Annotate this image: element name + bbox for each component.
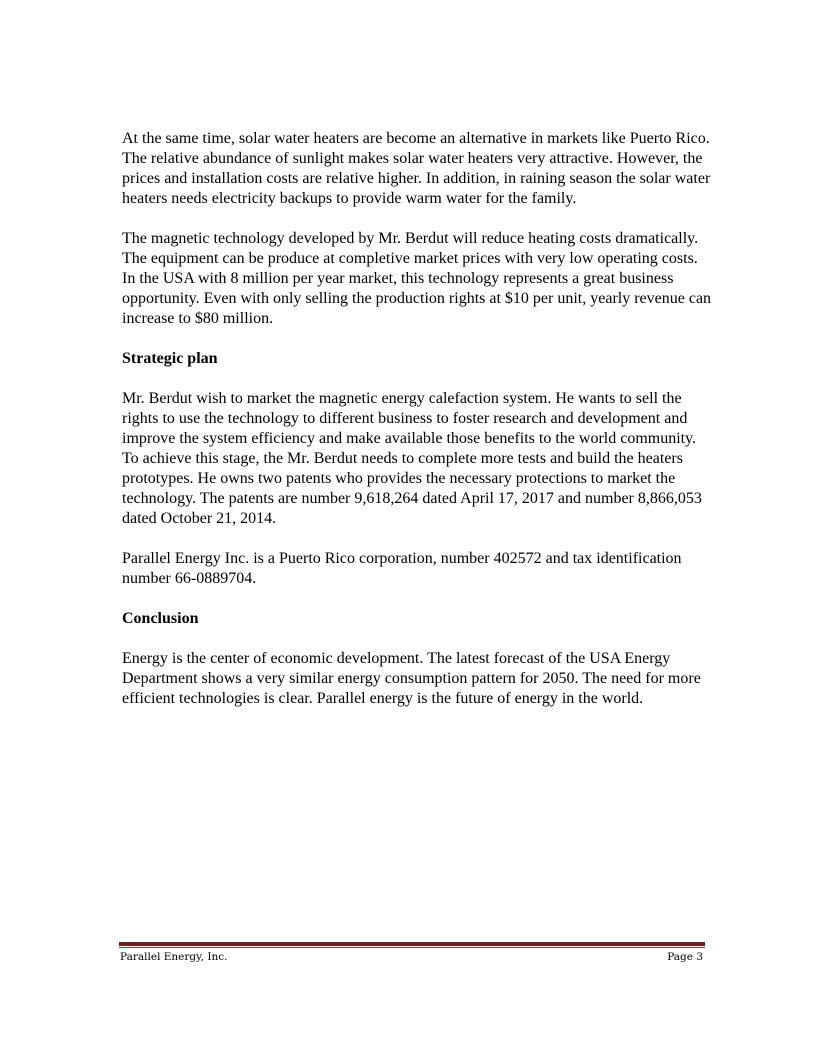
- footer-divider-thick: [119, 942, 705, 946]
- footer-divider-thin: [119, 947, 705, 948]
- heading-conclusion: Conclusion: [122, 610, 199, 627]
- document-body: [122, 129, 712, 729]
- footer-page-number: Page 3: [667, 951, 703, 963]
- footer-company-name: Parallel Energy, Inc.: [120, 951, 228, 963]
- footer-divider: [119, 942, 705, 948]
- paragraph-magnetic-technology: The magnetic technology developed by Mr. Berdut will reduce heating costs dramatically. The equipment can be produce at completive market prices with very low operating costs. In the USA with 8 million per year market, this technology represents a great business opportunity. Even with only selling the production rights at $10 per unit, yearly revenue can increase to $80 million.: [122, 230, 712, 327]
- page-footer: [120, 950, 703, 964]
- heading-strategic-plan: Strategic plan: [122, 350, 218, 367]
- paragraph-corporation-info: Parallel Energy Inc. is a Puerto Rico corporation, number 402572 and tax identification number 66-0889704.: [122, 550, 682, 587]
- paragraph-conclusion: Energy is the center of economic development. The latest forecast of the USA Energy Department shows a very similar energy consumption pattern for 2050. The need for more efficient technologies is clear. Parallel energy is the future of energy in the world.: [122, 650, 701, 707]
- paragraph-solar-heaters: At the same time, solar water heaters are become an alternative in markets like Puerto Rico. The relative abundance of sunlight makes solar water heaters very attractive. However, the prices and installation costs are relative higher. In addition, in raining season the solar water heaters needs electricity backups to provide warm water for the family.: [122, 130, 711, 207]
- paragraph-strategic-plan: Mr. Berdut wish to market the magnetic energy calefaction system. He wants to sell the rights to use the technology to different business to foster research and development and improve the system efficiency and make available those benefits to the world community. To achieve this stage, the Mr. Berdut needs to complete more tests and build the heaters prototypes. He owns two patents who provides the necessary protections to market the technology. The patents are number 9,618,264 dated April 17, 2017 and number 8,866,053 dated October 21, 2014.: [122, 390, 702, 527]
